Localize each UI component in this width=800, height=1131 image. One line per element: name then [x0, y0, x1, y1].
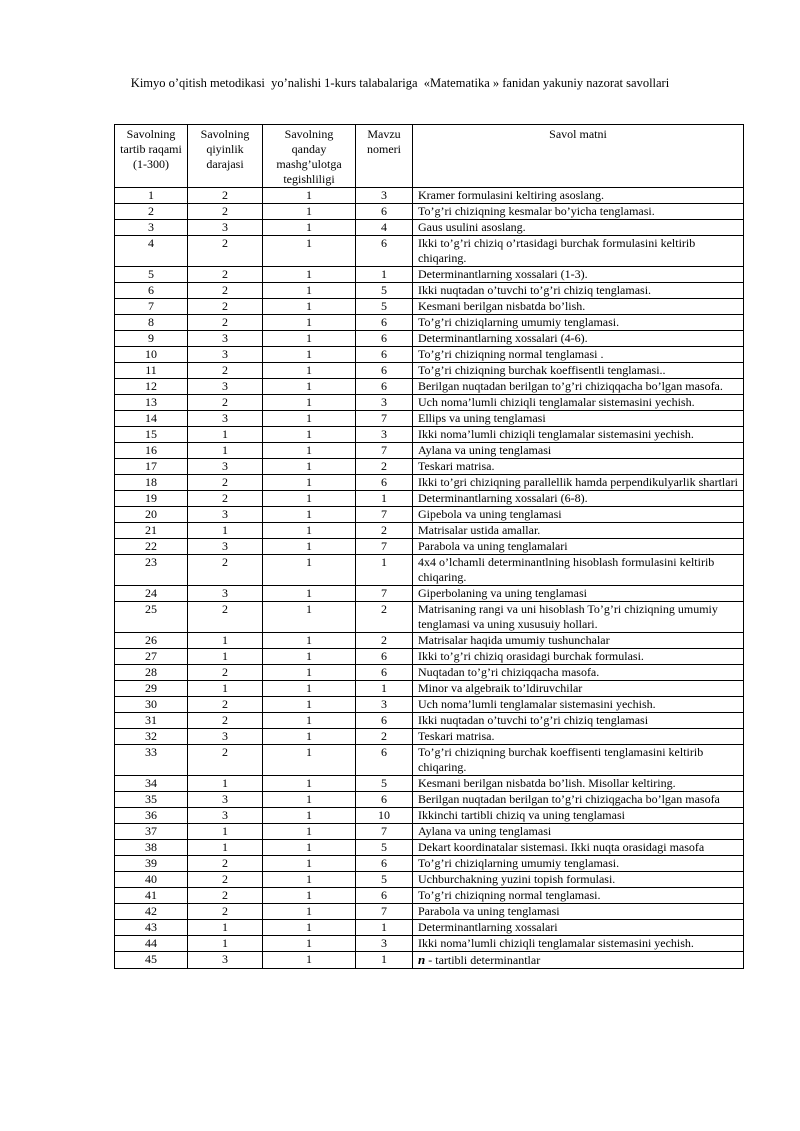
- cell-order: 17: [115, 459, 188, 475]
- cell-question: Ellips va uning tenglamasi: [413, 411, 744, 427]
- cell-difficulty: 3: [188, 729, 263, 745]
- cell-topic: 1: [356, 952, 413, 969]
- cell-question: Teskari matrisa.: [413, 459, 744, 475]
- cell-order: 36: [115, 808, 188, 824]
- table-row: [115, 459, 744, 475]
- cell-order: 25: [115, 602, 188, 633]
- table-row: [115, 539, 744, 555]
- cell-question: Determinantlarning xossalari (4-6).: [413, 331, 744, 347]
- table-row: [115, 920, 744, 936]
- cell-difficulty: 2: [188, 299, 263, 315]
- cell-question: To’g’ri chiziqning kesmalar bo’yicha tenglamasi.: [413, 204, 744, 220]
- cell-difficulty: 2: [188, 236, 263, 267]
- cell-order: 42: [115, 904, 188, 920]
- cell-topic: 3: [356, 936, 413, 952]
- cell-difficulty: 1: [188, 840, 263, 856]
- cell-topic: 7: [356, 539, 413, 555]
- cell-lesson-type: 1: [263, 952, 356, 969]
- cell-topic: 2: [356, 633, 413, 649]
- table-row: [115, 586, 744, 602]
- table-row: [115, 824, 744, 840]
- cell-topic: 5: [356, 776, 413, 792]
- cell-lesson-type: 1: [263, 283, 356, 299]
- cell-topic: 1: [356, 267, 413, 283]
- cell-question: Uchburchakning yuzini topish formulasi.: [413, 872, 744, 888]
- cell-question: Aylana va uning tenglamasi: [413, 824, 744, 840]
- cell-order: 16: [115, 443, 188, 459]
- cell-order: 40: [115, 872, 188, 888]
- cell-topic: 1: [356, 555, 413, 586]
- cell-order: 18: [115, 475, 188, 491]
- cell-topic: 6: [356, 649, 413, 665]
- table-row: [115, 299, 744, 315]
- cell-lesson-type: 1: [263, 331, 356, 347]
- cell-order: 43: [115, 920, 188, 936]
- column-header-question: Savol matni: [413, 125, 744, 188]
- table-row: [115, 315, 744, 331]
- cell-question: Kesmani berilgan nisbatda bo’lish. Misollar keltiring.: [413, 776, 744, 792]
- cell-order: 28: [115, 665, 188, 681]
- cell-lesson-type: 1: [263, 824, 356, 840]
- cell-topic: 6: [356, 363, 413, 379]
- cell-lesson-type: 1: [263, 204, 356, 220]
- cell-lesson-type: 1: [263, 411, 356, 427]
- cell-difficulty: 2: [188, 713, 263, 729]
- cell-difficulty: 3: [188, 220, 263, 236]
- cell-difficulty: 1: [188, 681, 263, 697]
- cell-topic: 4: [356, 220, 413, 236]
- table-row: [115, 363, 744, 379]
- cell-order: 35: [115, 792, 188, 808]
- cell-order: 22: [115, 539, 188, 555]
- cell-lesson-type: 1: [263, 523, 356, 539]
- cell-order: 38: [115, 840, 188, 856]
- cell-lesson-type: 1: [263, 395, 356, 411]
- table-row: [115, 507, 744, 523]
- column-header-topic: Mavzu nomeri: [356, 125, 413, 188]
- cell-lesson-type: 1: [263, 920, 356, 936]
- math-symbol: n: [418, 952, 426, 967]
- cell-lesson-type: 1: [263, 236, 356, 267]
- cell-difficulty: 3: [188, 411, 263, 427]
- cell-difficulty: 1: [188, 443, 263, 459]
- cell-question: Kesmani berilgan nisbatda bo’lish.: [413, 299, 744, 315]
- cell-question: Gipebola va uning tenglamasi: [413, 507, 744, 523]
- cell-question: Aylana va uning tenglamasi: [413, 443, 744, 459]
- cell-topic: 6: [356, 792, 413, 808]
- cell-lesson-type: 1: [263, 586, 356, 602]
- table-row: [115, 888, 744, 904]
- cell-lesson-type: 1: [263, 220, 356, 236]
- cell-difficulty: 1: [188, 649, 263, 665]
- cell-topic: 7: [356, 586, 413, 602]
- cell-difficulty: 2: [188, 315, 263, 331]
- cell-order: 41: [115, 888, 188, 904]
- cell-topic: 3: [356, 188, 413, 204]
- table-row: [115, 475, 744, 491]
- cell-lesson-type: 1: [263, 776, 356, 792]
- cell-topic: 1: [356, 681, 413, 697]
- cell-difficulty: 3: [188, 586, 263, 602]
- cell-question: Berilgan nuqtadan berilgan to’g’ri chiziqqacha bo’lgan masofa.: [413, 379, 744, 395]
- table-row: [115, 602, 744, 633]
- cell-topic: 6: [356, 204, 413, 220]
- cell-lesson-type: 1: [263, 888, 356, 904]
- cell-difficulty: 1: [188, 776, 263, 792]
- cell-lesson-type: 1: [263, 379, 356, 395]
- cell-question: Nuqtadan to’g’ri chiziqqacha masofa.: [413, 665, 744, 681]
- column-header-lesson-type: Savolning qanday mashg’ulotga tegishliligi: [263, 125, 356, 188]
- cell-topic: 6: [356, 347, 413, 363]
- cell-question: To’g’ri chiziqning burchak koeffisenti tenglamasini keltirib chiqaring.: [413, 745, 744, 776]
- cell-order: 39: [115, 856, 188, 872]
- cell-topic: 2: [356, 602, 413, 633]
- cell-order: 33: [115, 745, 188, 776]
- cell-lesson-type: 1: [263, 507, 356, 523]
- cell-question: Determinantlarning xossalari: [413, 920, 744, 936]
- cell-question: Teskari matrisa.: [413, 729, 744, 745]
- cell-question: Matrisaning rangi va uni hisoblash To’g’ri chiziqning umumiy tenglamasi va uning xususuiy hollari.: [413, 602, 744, 633]
- cell-question: Matrisalar haqida umumiy tushunchalar: [413, 633, 744, 649]
- table-row: [115, 872, 744, 888]
- cell-question: To’g’ri chiziqning burchak koeffisentli tenglamasi..: [413, 363, 744, 379]
- cell-order: 24: [115, 586, 188, 602]
- cell-lesson-type: 1: [263, 315, 356, 331]
- cell-topic: 3: [356, 395, 413, 411]
- cell-difficulty: 1: [188, 936, 263, 952]
- cell-question: Matrisalar ustida amallar.: [413, 523, 744, 539]
- table-row: [115, 665, 744, 681]
- cell-question: To’g’ri chiziqlarning umumiy tenglamasi.: [413, 856, 744, 872]
- table-row: [115, 904, 744, 920]
- cell-lesson-type: 1: [263, 267, 356, 283]
- cell-lesson-type: 1: [263, 539, 356, 555]
- cell-topic: 6: [356, 315, 413, 331]
- table-row: [115, 633, 744, 649]
- cell-lesson-type: 1: [263, 729, 356, 745]
- cell-order: 4: [115, 236, 188, 267]
- cell-question: Uch noma’lumli chiziqli tenglamalar sistemasini yechish.: [413, 395, 744, 411]
- cell-difficulty: 2: [188, 602, 263, 633]
- cell-question: Ikki nuqtadan o’tuvchi to’g’ri chiziq tenglamasi: [413, 713, 744, 729]
- cell-difficulty: 2: [188, 395, 263, 411]
- cell-topic: 5: [356, 283, 413, 299]
- table-row: [115, 283, 744, 299]
- cell-order: 9: [115, 331, 188, 347]
- cell-difficulty: 2: [188, 888, 263, 904]
- cell-difficulty: 2: [188, 872, 263, 888]
- cell-difficulty: 3: [188, 808, 263, 824]
- cell-topic: 7: [356, 443, 413, 459]
- cell-lesson-type: 1: [263, 681, 356, 697]
- cell-order: 21: [115, 523, 188, 539]
- cell-difficulty: 3: [188, 952, 263, 969]
- cell-topic: 7: [356, 411, 413, 427]
- cell-order: 1: [115, 188, 188, 204]
- table-row: [115, 776, 744, 792]
- cell-difficulty: 2: [188, 856, 263, 872]
- cell-difficulty: 2: [188, 697, 263, 713]
- cell-order: 29: [115, 681, 188, 697]
- table-row: [115, 204, 744, 220]
- cell-order: 37: [115, 824, 188, 840]
- cell-order: 8: [115, 315, 188, 331]
- cell-topic: 10: [356, 808, 413, 824]
- table-row: [115, 443, 744, 459]
- cell-order: 5: [115, 267, 188, 283]
- cell-difficulty: 1: [188, 633, 263, 649]
- questions-table: [114, 124, 744, 969]
- cell-difficulty: 2: [188, 491, 263, 507]
- table-row: [115, 936, 744, 952]
- cell-lesson-type: 1: [263, 697, 356, 713]
- cell-lesson-type: 1: [263, 459, 356, 475]
- cell-lesson-type: 1: [263, 936, 356, 952]
- cell-difficulty: 1: [188, 523, 263, 539]
- cell-topic: 6: [356, 236, 413, 267]
- cell-question: Uch noma’lumli tenglamalar sistemasini yechish.: [413, 697, 744, 713]
- cell-lesson-type: 1: [263, 602, 356, 633]
- cell-lesson-type: 1: [263, 347, 356, 363]
- cell-order: 3: [115, 220, 188, 236]
- cell-question: To’g’ri chiziqning normal tenglamasi.: [413, 888, 744, 904]
- cell-lesson-type: 1: [263, 649, 356, 665]
- cell-order: 11: [115, 363, 188, 379]
- cell-order: 27: [115, 649, 188, 665]
- cell-order: 12: [115, 379, 188, 395]
- cell-question: To’g’ri chiziqning normal tenglamasi .: [413, 347, 744, 363]
- table-row: [115, 491, 744, 507]
- cell-difficulty: 2: [188, 475, 263, 491]
- cell-order: 30: [115, 697, 188, 713]
- table-row: [115, 523, 744, 539]
- cell-difficulty: 1: [188, 427, 263, 443]
- cell-topic: 2: [356, 459, 413, 475]
- table-row: [115, 808, 744, 824]
- cell-order: 10: [115, 347, 188, 363]
- cell-difficulty: 2: [188, 555, 263, 586]
- table-row: [115, 856, 744, 872]
- cell-topic: 7: [356, 507, 413, 523]
- cell-difficulty: 3: [188, 539, 263, 555]
- cell-topic: 1: [356, 491, 413, 507]
- table-row: [115, 745, 744, 776]
- column-header-order: Savolning tartib raqami (1-300): [115, 125, 188, 188]
- cell-topic: 6: [356, 745, 413, 776]
- cell-order: 13: [115, 395, 188, 411]
- cell-lesson-type: 1: [263, 363, 356, 379]
- table-row: [115, 792, 744, 808]
- cell-order: 14: [115, 411, 188, 427]
- table-row: [115, 713, 744, 729]
- cell-question: Ikki noma’lumli chiziqli tenglamalar sistemasini yechish.: [413, 427, 744, 443]
- cell-order: 45: [115, 952, 188, 969]
- table-row: [115, 555, 744, 586]
- table-row: [115, 681, 744, 697]
- table-row: [115, 347, 744, 363]
- cell-order: 44: [115, 936, 188, 952]
- cell-lesson-type: 1: [263, 475, 356, 491]
- cell-difficulty: 3: [188, 379, 263, 395]
- table-row: [115, 188, 744, 204]
- table-row: [115, 411, 744, 427]
- table-row: [115, 649, 744, 665]
- cell-question: Determinantlarning xossalari (6-8).: [413, 491, 744, 507]
- cell-order: 19: [115, 491, 188, 507]
- cell-lesson-type: 1: [263, 188, 356, 204]
- table-row: [115, 236, 744, 267]
- cell-lesson-type: 1: [263, 665, 356, 681]
- cell-lesson-type: 1: [263, 555, 356, 586]
- cell-difficulty: 2: [188, 904, 263, 920]
- cell-difficulty: 1: [188, 824, 263, 840]
- cell-lesson-type: 1: [263, 808, 356, 824]
- cell-difficulty: 3: [188, 331, 263, 347]
- table-row: [115, 220, 744, 236]
- cell-question: Ikki to’g’ri chiziq o’rtasidagi burchak formulasini keltirib chiqaring.: [413, 236, 744, 267]
- cell-topic: 2: [356, 729, 413, 745]
- cell-question: Berilgan nuqtadan berilgan to’g’ri chiziqgacha bo’lgan masofa: [413, 792, 744, 808]
- cell-question: Ikki nuqtadan o’tuvchi to’g’ri chiziq tenglamasi.: [413, 283, 744, 299]
- cell-difficulty: 2: [188, 188, 263, 204]
- cell-question: Parabola va uning tenglamalari: [413, 539, 744, 555]
- cell-lesson-type: 1: [263, 904, 356, 920]
- cell-question: To’g’ri chiziqlarning umumiy tenglamasi.: [413, 315, 744, 331]
- table-row: [115, 267, 744, 283]
- column-header-difficulty: Savolning qiyinlik darajasi: [188, 125, 263, 188]
- cell-order: 7: [115, 299, 188, 315]
- cell-difficulty: 1: [188, 920, 263, 936]
- cell-lesson-type: 1: [263, 299, 356, 315]
- cell-question: Ikki to’g’ri chiziq orasidagi burchak formulasi.: [413, 649, 744, 665]
- cell-difficulty: 2: [188, 267, 263, 283]
- cell-topic: 6: [356, 665, 413, 681]
- cell-topic: 3: [356, 697, 413, 713]
- cell-topic: 6: [356, 475, 413, 491]
- cell-question: Determinantlarning xossalari (1-3).: [413, 267, 744, 283]
- cell-lesson-type: 1: [263, 872, 356, 888]
- cell-difficulty: 2: [188, 665, 263, 681]
- cell-lesson-type: 1: [263, 491, 356, 507]
- cell-order: 26: [115, 633, 188, 649]
- cell-lesson-type: 1: [263, 713, 356, 729]
- cell-question: Ikki noma’lumli chiziqli tenglamalar sistemasini yechish.: [413, 936, 744, 952]
- cell-difficulty: 3: [188, 347, 263, 363]
- cell-order: 31: [115, 713, 188, 729]
- cell-topic: 7: [356, 904, 413, 920]
- cell-lesson-type: 1: [263, 792, 356, 808]
- document-title: Kimyo o’qitish metodikasi yo’nalishi 1-kurs talabalariga «Matematika » fanidan yakuniy nazorat savollari: [130, 76, 670, 90]
- table-row: [115, 840, 744, 856]
- cell-lesson-type: 1: [263, 856, 356, 872]
- cell-order: 6: [115, 283, 188, 299]
- cell-topic: 1: [356, 920, 413, 936]
- cell-topic: 6: [356, 888, 413, 904]
- cell-topic: 3: [356, 427, 413, 443]
- table-row: [115, 697, 744, 713]
- cell-lesson-type: 1: [263, 443, 356, 459]
- cell-order: 32: [115, 729, 188, 745]
- cell-topic: 2: [356, 523, 413, 539]
- cell-question: Dekart koordinatalar sistemasi. Ikki nuqta orasidagi masofa: [413, 840, 744, 856]
- cell-question: Giperbolaning va uning tenglamasi: [413, 586, 744, 602]
- table-row: [115, 331, 744, 347]
- cell-question: Gaus usulini asoslang.: [413, 220, 744, 236]
- cell-difficulty: 3: [188, 507, 263, 523]
- cell-topic: 6: [356, 856, 413, 872]
- question-text: - tartibli determinantlar: [425, 953, 541, 967]
- cell-question: Parabola va uning tenglamasi: [413, 904, 744, 920]
- cell-lesson-type: 1: [263, 427, 356, 443]
- cell-lesson-type: 1: [263, 840, 356, 856]
- cell-order: 2: [115, 204, 188, 220]
- table-row: [115, 427, 744, 443]
- cell-topic: 5: [356, 299, 413, 315]
- cell-question: Kramer formulasini keltiring asoslang.: [413, 188, 744, 204]
- cell-difficulty: 3: [188, 459, 263, 475]
- cell-question: Minor va algebraik to’ldiruvchilar: [413, 681, 744, 697]
- table-row: [115, 952, 744, 969]
- cell-topic: 6: [356, 379, 413, 395]
- table-header-row: [115, 125, 744, 188]
- cell-lesson-type: 1: [263, 633, 356, 649]
- cell-question: Ikkinchi tartibli chiziq va uning tenglamasi: [413, 808, 744, 824]
- cell-order: 34: [115, 776, 188, 792]
- table-row: [115, 729, 744, 745]
- table-row: [115, 379, 744, 395]
- cell-difficulty: 2: [188, 204, 263, 220]
- cell-lesson-type: 1: [263, 745, 356, 776]
- cell-difficulty: 2: [188, 745, 263, 776]
- cell-topic: 6: [356, 331, 413, 347]
- cell-topic: 5: [356, 872, 413, 888]
- cell-question: [413, 952, 744, 969]
- cell-topic: 5: [356, 840, 413, 856]
- table-row: [115, 395, 744, 411]
- cell-question: 4x4 o’lchamli determinantlning hisoblash formulasini keltirib chiqaring.: [413, 555, 744, 586]
- cell-order: 20: [115, 507, 188, 523]
- cell-order: 23: [115, 555, 188, 586]
- cell-difficulty: 3: [188, 792, 263, 808]
- cell-question: Ikki to’gri chiziqning parallellik hamda perpendikulyarlik shartlari: [413, 475, 744, 491]
- cell-topic: 7: [356, 824, 413, 840]
- cell-order: 15: [115, 427, 188, 443]
- cell-difficulty: 2: [188, 363, 263, 379]
- cell-topic: 6: [356, 713, 413, 729]
- cell-difficulty: 2: [188, 283, 263, 299]
